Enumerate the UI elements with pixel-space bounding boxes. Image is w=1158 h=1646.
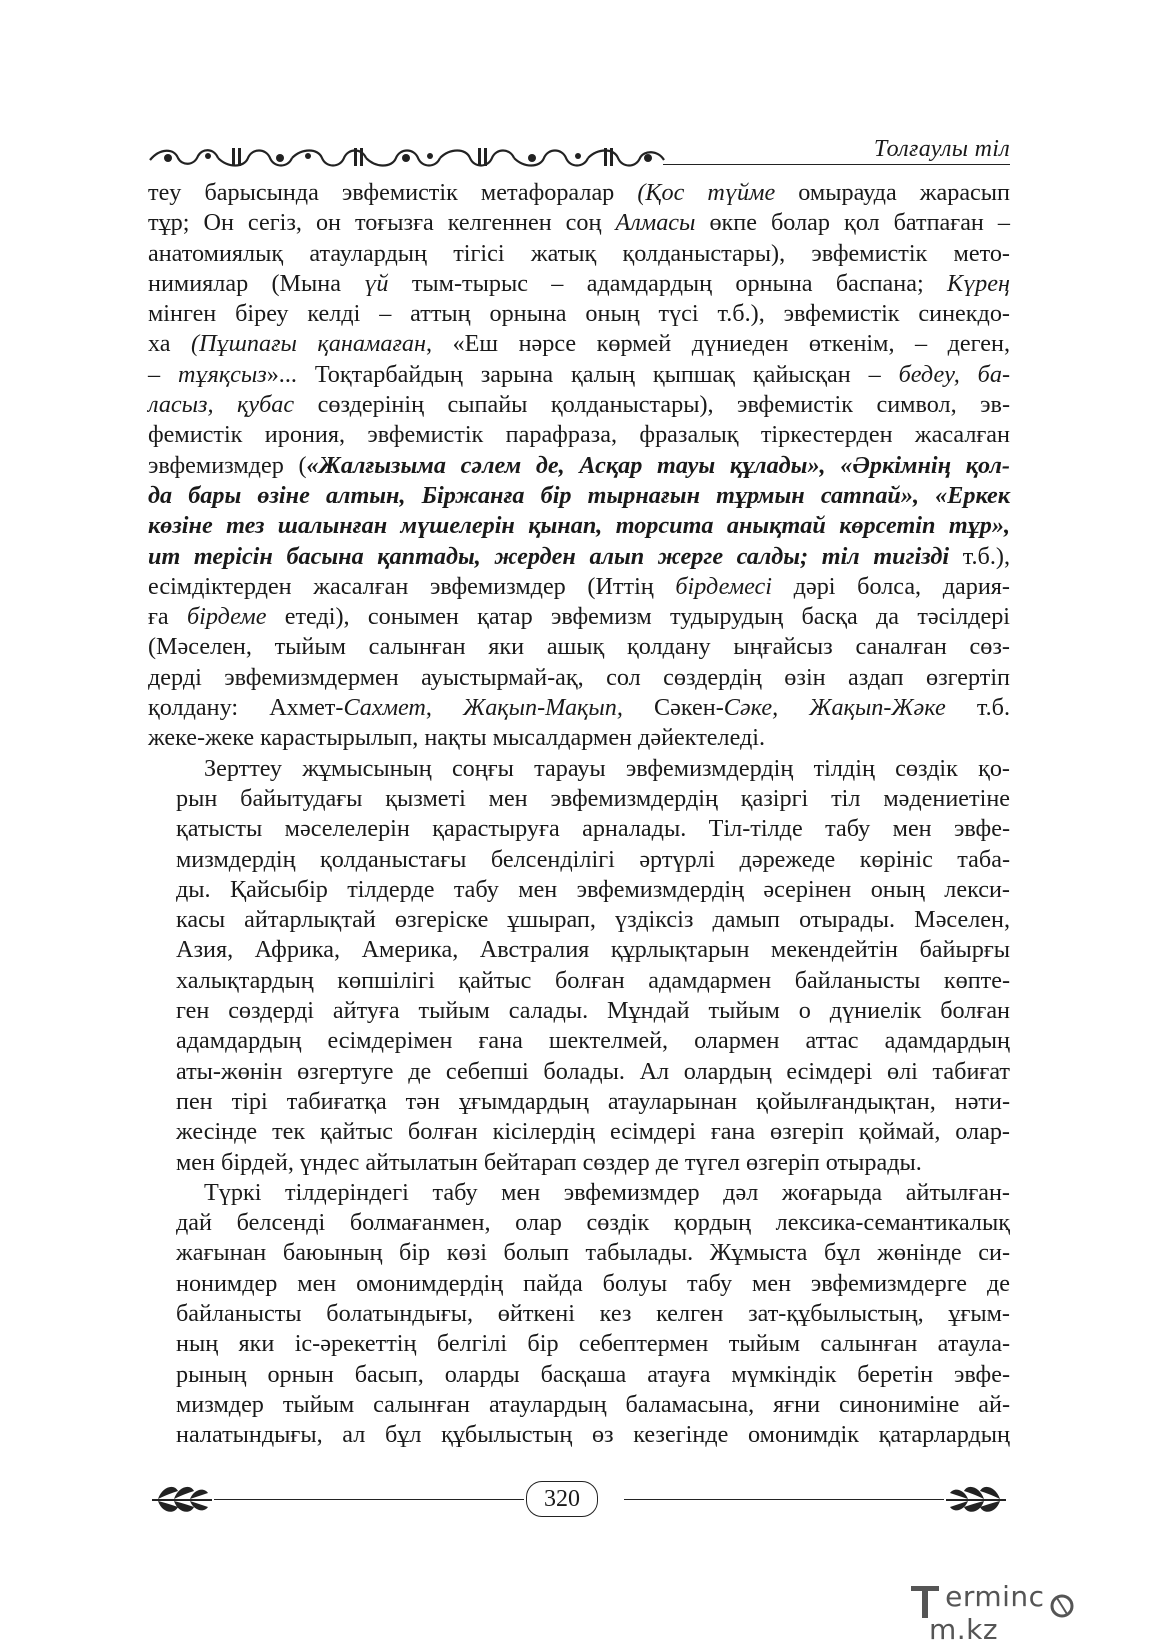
paragraph-1 [148, 178, 1010, 754]
text-line: да бары өзіне алтын, Біржанға бір тырнағын тұрмын сатпай», «Еркек [148, 481, 1010, 509]
scroll-ornament-icon [148, 142, 668, 174]
text-line: мизмдердің қолданыстағы белсенділігі әртүрлі дәрежеде көрініс таба- [176, 845, 1010, 873]
watermark-tail: m.kz [929, 1613, 999, 1646]
text-line: жеке-жеке карастырылып, нақты мысалдармен дәйектеледі. [148, 724, 766, 752]
running-title: Толғаулы тіл [873, 136, 1010, 162]
text-line: байланысты болатындығы, өйткені кез келген зат-құбылыстың, ұғым- [176, 1299, 1010, 1327]
text-line: тұр; Он сегіз, он тоғызға келгеннен соң Алмасы өкпе болар қол батпаған – [148, 209, 1010, 237]
text-line: қолдану: Ахмет-Сахмет, Жақып-Мақып, Сәкен-Сәке, Жақып-Жәке т.б. [148, 694, 1010, 722]
paragraph-3 [148, 1178, 1010, 1451]
text-line: халықтардың көпшілігі қайтыс болған адамдармен байланысты көпте- [176, 966, 1010, 994]
text-line: Азия, Африка, Америка, Австралия құрлықтарын мекендейтін байырғы [176, 936, 1010, 964]
footer-rule [624, 1499, 944, 1500]
text-line: көзіне тез шалынған мүшелерін қынап, торсита анықтай көрсетіп тұр», [148, 512, 1010, 540]
text-line: қатысты мәселелерін қарастыруға арналады. Тіл-тілде табу мен эвфе- [176, 815, 1010, 843]
text-line: жағынан баюының бір көзі болып табылады. Жұмыста бұл жөнінде си- [176, 1239, 1010, 1267]
text-line: касы айтарлықтай өзгеріске ұшырап, үздіксіз дамып отырады. Мәселен, [176, 906, 1010, 934]
text-line: налатындығы, ал бұл құбылыстың өз кезегінде омонимдік қатарлардың [176, 1421, 1010, 1449]
text-line: фемистік ирония, эвфемистік парафраза, фразалық тіркестерден жасалған [148, 421, 1010, 449]
text-line: – тұяқсыз»... Тоқтарбайдың зарына қалың қыпшақ қайысқан – бедеу, ба- [148, 360, 1010, 388]
text-line: адамдардың есімдерімен ғана шектелмей, олармен аттас адамдардың [176, 1027, 1010, 1055]
text-line: мінген біреу келді – аттың орнына оның түсі т.б.), эвфемистік синекдо- [148, 300, 1010, 328]
text-line: Зерттеу жұмысының соңғы тарауы эвфемизмдердің тілдің сөздік қо- [204, 754, 1010, 782]
text-line: ның яки іс-әрекеттің белгілі бір себептермен тыйым салынған атаула- [176, 1330, 1010, 1358]
text-line: дерді эвфемизмдермен ауыстырмай-ақ, сол сөздердің өзін аздап өзгертіп [148, 663, 1010, 691]
body-text [148, 178, 1010, 1450]
text-line: рының орнын басып, оларды басқаша атауға мүмкіндік беретін эвфе- [176, 1360, 1010, 1388]
page-header [148, 132, 1010, 178]
text-line: мен бірдей, үндес айтылатын бейтарап сөздер де түгел өзгеріп отырады. [176, 1148, 922, 1176]
text-line: пен тірі табиғатқа тән ұғымдардың атауларынан қойылғандықтан, нәти- [176, 1087, 1010, 1115]
text-line: эвфемизмдер («Жалғызыма сәлем де, Асқар тауы құлады», «Әркімнің қол- [148, 451, 1010, 479]
text-line: ха (Пұшпағы қанамаған, «Еш нәрсе көрмей дүниеден өткенім, – деген, [148, 330, 1010, 358]
header-rule [663, 164, 1010, 165]
watermark-brand: erminc [945, 1580, 1045, 1613]
text-line: Түркі тілдеріндегі табу мен эвфемизмдер дәл жоғарыда айтылған- [204, 1178, 1010, 1206]
paragraph-2 [148, 754, 1010, 1178]
text-line: ит терісін басына қаптады, жерден алып жерге салды; тіл тигізді т.б.), [148, 542, 1010, 570]
page-footer [148, 1473, 1010, 1523]
text-line: дай белсенді болмағанмен, олар сөздік қордың лексика-семантикалық [176, 1209, 1010, 1237]
page-number: 320 [526, 1481, 598, 1517]
text-line: (Мәселен, тыйым салынған яки ашық қолдану ыңғайсыз саналған сөз- [148, 633, 1010, 661]
text-line: ды. Қайсыбір тілдерде табу мен эвфемизмдердің әсерінен оның лекси- [176, 875, 1010, 903]
text-line: жесінде тек қайтыс болған кісілердің есімдері ғана өзгеріп қоймай, олар- [176, 1118, 1010, 1146]
text-line: рын байытудағы қызметі мен эвфемизмдердің қазіргі тіл мәдениетіне [176, 784, 1010, 812]
leaf-ornament-icon [148, 1481, 216, 1517]
leaf-ornament-icon [942, 1481, 1010, 1517]
site-watermark [905, 1578, 1135, 1646]
text-line: тeу барысында эвфемистік метафоралар (Қос түйме омырауда жарасып [148, 179, 1010, 206]
text-line: мизмдер тыйым салынған атаулардың баламасына, яғни синониміне ай- [176, 1390, 1010, 1418]
text-line: нонимдер мен омонимдердің пайда болуы табу мен эвфемизмдерге де [176, 1269, 1010, 1297]
text-line: ға бірдеме етеді), сонымен қатар эвфемизм тудырудың басқа да тәсілдері [148, 603, 1011, 631]
text-line: ген сөздерді айтуға тыйым салады. Мұндай тыйым о дүниелік болған [176, 997, 1010, 1025]
text-line: анатомиялық атаулардың тігісі жатық қолданыстары), эвфемистік мето- [148, 239, 1010, 267]
text-line: есімдіктерден жасалған эвфемизмдер (Иттің бірдемесі дәрі болса, дария- [148, 572, 1010, 600]
footer-rule [214, 1499, 524, 1500]
text-line: аты-жөнін өзгертуге де себепші болады. Ал олардың есімдері өлі табиғат [176, 1057, 1010, 1085]
text-line: нимиялар (Мына үй тым-тырыс – адамдардың орнына баспана; Күрең [148, 269, 1011, 297]
text-line: ласыз, қубас сөздерінің сыпайы қолданыстары), эвфемистік символ, эв- [148, 391, 1010, 419]
